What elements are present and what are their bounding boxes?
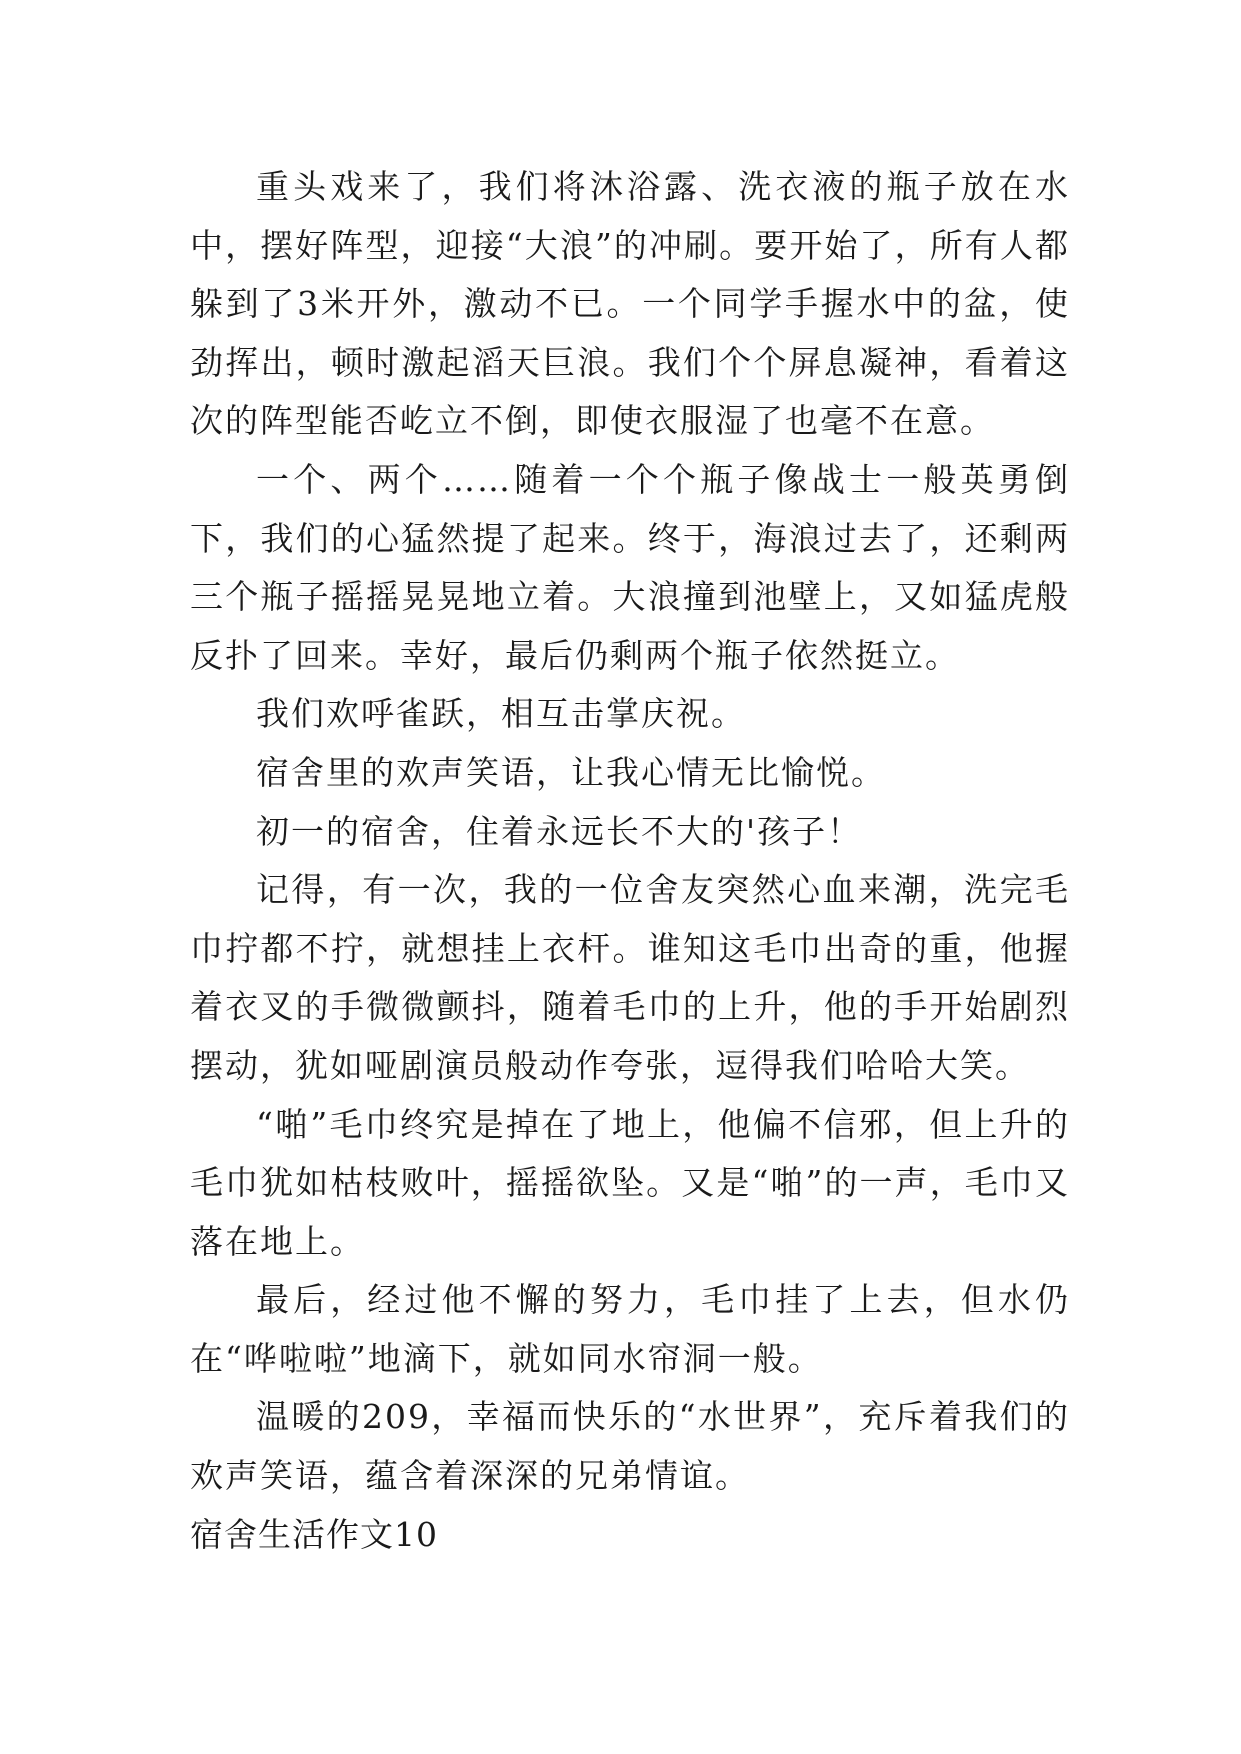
paragraph-1: 重头戏来了，我们将沐浴露、洗衣液的瓶子放在水中，摆好阵型，迎接“大浪”的冲刷。要开始了，所有人都躲到了3米开外，激动不已。一个同学手握水中的盆，使劲挥出，顿时激起滔天巨浪。我们个个屏息凝神，看着这次的阵型能否屹立不倒，即使衣服湿了也毫不在意。 [190,167,1070,441]
paragraph-4: 宿舍里的欢声笑语，让我心情无比愉悦。 [256,752,886,792]
paragraph-2: 一个、两个……随着一个个瓶子像战士一般英勇倒下，我们的心猛然提了起来。终于，海浪过去了，还剩两三个瓶子摇摇晃晃地立着。大浪撞到池壁上，又如猛虎般反扑了回来。幸好，最后仍剩两个瓶子依然挺立。 [190,459,1070,675]
paragraph-5: 初一的宿舍，住着永远长不大的'孩子！ [256,811,863,851]
paragraph-7: “啪”毛巾终究是掉在了地上，他偏不信邪，但上升的毛巾犹如枯枝败叶，摇摇欲坠。又是“啪”的一声，毛巾又落在地上。 [190,1104,1070,1261]
paragraph-8: 最后，经过他不懈的努力，毛巾挂了上去，但水仍在“哗啦啦”地滴下，就如同水帘洞一般。 [190,1280,1070,1378]
paragraph-3: 我们欢呼雀跃，相互击掌庆祝。 [256,694,746,734]
section-heading: 宿舍生活作文10 [190,1514,438,1554]
document-body [190,158,1070,1564]
paragraph-6: 记得，有一次，我的一位舍友突然心血来潮，洗完毛巾拧都不拧，就想挂上衣杆。谁知这毛巾出奇的重，他握着衣叉的手微微颤抖，随着毛巾的上升，他的手开始剧烈摆动，犹如哑剧演员般动作夸张，逗得我们哈哈大笑。 [190,870,1070,1085]
paragraph-9: 温暖的209，幸福而快乐的“水世界”，充斥着我们的欢声笑语，蕴含着深深的兄弟情谊。 [190,1397,1070,1496]
